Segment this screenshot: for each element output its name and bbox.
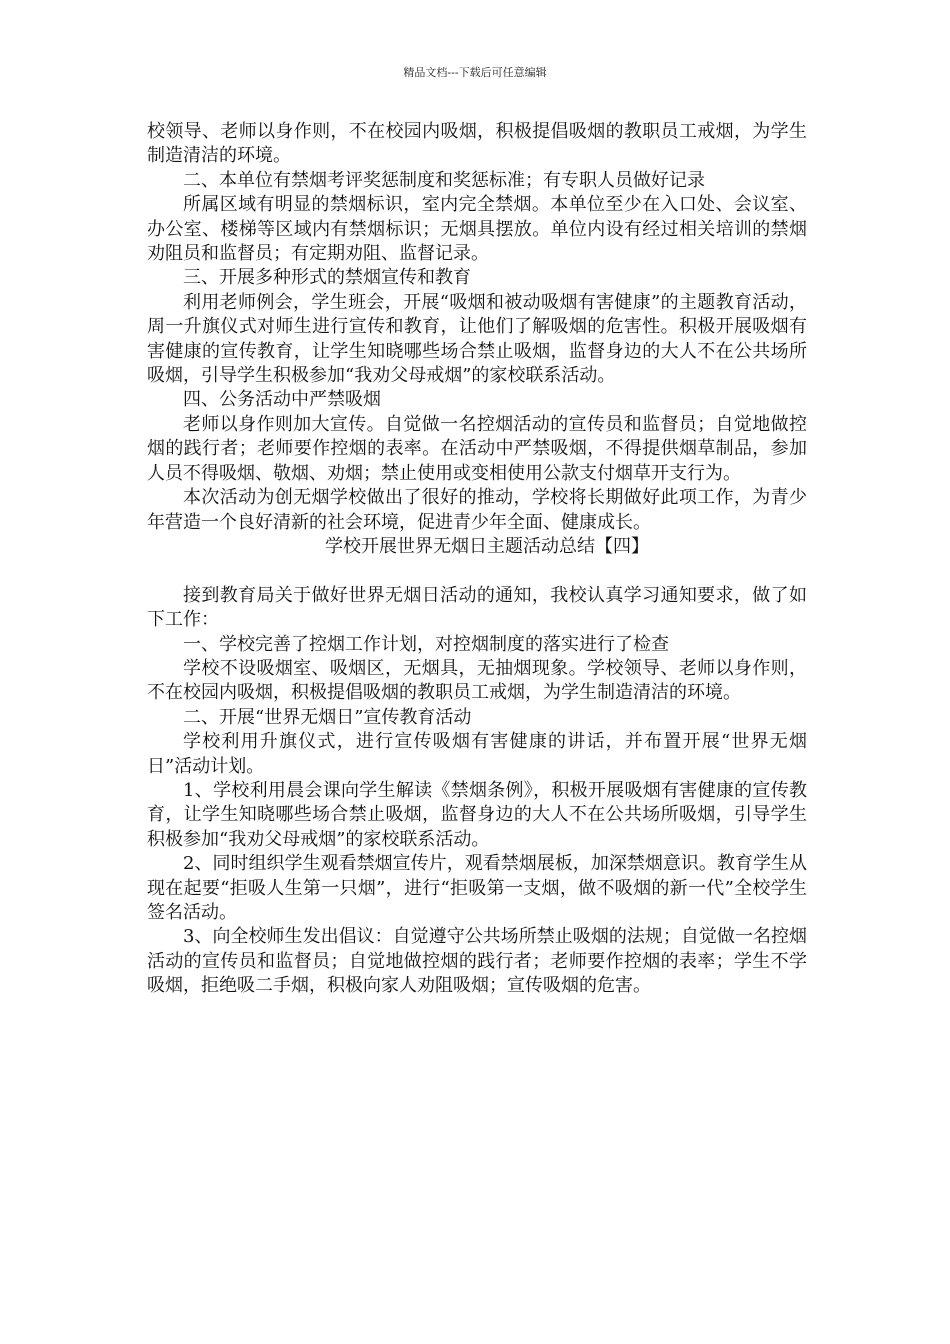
- section-heading: 四、公务活动中严禁吸烟: [183, 389, 381, 411]
- paragraph: 本次活动为创无烟学校做出了很好的推动，学校将长期做好此项工作，为青少年营造一个良好清新的社会环境，促进青少年全面、健康成长。: [147, 487, 807, 533]
- paragraph: 利用老师例会，学生班会，开展“吸烟和被动吸烟有害健康”的主题教育活动，周一升旗仪式对师生进行宣传和教育，让他们了解吸烟的危害性。积极开展吸烟有害健康的宣传教育，让学生知晓哪些场合禁止吸烟，监督身边的大人不在公共场所吸烟，引导学生积极参加“我劝父母戒烟”的家校联系活动。: [147, 291, 807, 387]
- section-title: 学校开展世界无烟日主题活动总结【四】: [325, 535, 649, 557]
- paragraph: 所属区域有明显的禁烟标识，室内完全禁烟。本单位至少在入口处、会议室、办公室、楼梯等区域内有禁烟标识；无烟具摆放。单位内设有经过相关培训的禁烟劝阻员和监督员；有定期劝阻、监督记录。: [147, 194, 807, 265]
- section-heading: 一、学校完善了控烟工作计划，对控烟制度的落实进行了检查: [183, 633, 669, 655]
- paragraph-continuation: 校领导、老师以身作则，不在校园内吸烟，积极提倡吸烟的教职员工戒烟，为学生制造清洁的环境。: [147, 121, 807, 167]
- paragraph: 学校不设吸烟室、吸烟区，无烟具，无抽烟现象。学校领导、老师以身作则，不在校园内吸烟，积极提倡吸烟的教职员工戒烟，为学生制造清洁的环境。: [147, 657, 807, 704]
- section-heading: 二、本单位有禁烟考评奖惩制度和奖惩标准；有专职人员做好记录: [183, 169, 705, 191]
- paragraph: 老师以身作则加大宣传。自觉做一名控烟活动的宣传员和监督员；自觉地做控烟的践行者；老师要作控烟的表率。在活动中严禁吸烟，不得提供烟草制品，参加人员不得吸烟、敬烟、劝烟；禁止使用或变相使用公款支付烟草开支行为。: [147, 413, 807, 484]
- list-paragraph: 1、学校利用晨会课向学生解读《禁烟条例》，积极开展吸烟有害健康的宣传教育，让学生知晓哪些场合禁止吸烟，监督身边的大人不在公共场所吸烟，引导学生积极参加“我劝父母戒烟”的家校联系活动。: [147, 779, 807, 850]
- document-body: [147, 120, 807, 999]
- section-heading: 三、开展多种形式的禁烟宣传和教育: [183, 267, 471, 289]
- paragraph: 接到教育局关于做好世界无烟日活动的通知，我校认真学习通知要求，做了如下工作：: [147, 584, 807, 631]
- list-paragraph: 3、向全校师生发出倡议：自觉遵守公共场所禁止吸烟的法规；自觉做一名控烟活动的宣传员和监督员；自觉地做控烟的践行者；老师要作控烟的表率；学生不学吸烟，拒绝吸二手烟，积极向家人劝阻吸烟；宣传吸烟的危害。: [147, 926, 807, 997]
- page-header: 精品文档---下载后可任意编辑: [403, 66, 547, 79]
- section-heading: 二、开展“世界无烟日”宣传教育活动: [183, 706, 472, 728]
- paragraph: 学校利用升旗仪式，进行宣传吸烟有害健康的讲话，并布置开展“世界无烟日”活动计划。: [147, 731, 807, 777]
- list-paragraph: 2、同时组织学生观看禁烟宣传片，观看禁烟展板，加深禁烟意识。教育学生从现在起要“拒吸人生第一只烟”，进行“拒吸第一支烟，做不吸烟的新一代”全校学生签名活动。: [147, 853, 807, 923]
